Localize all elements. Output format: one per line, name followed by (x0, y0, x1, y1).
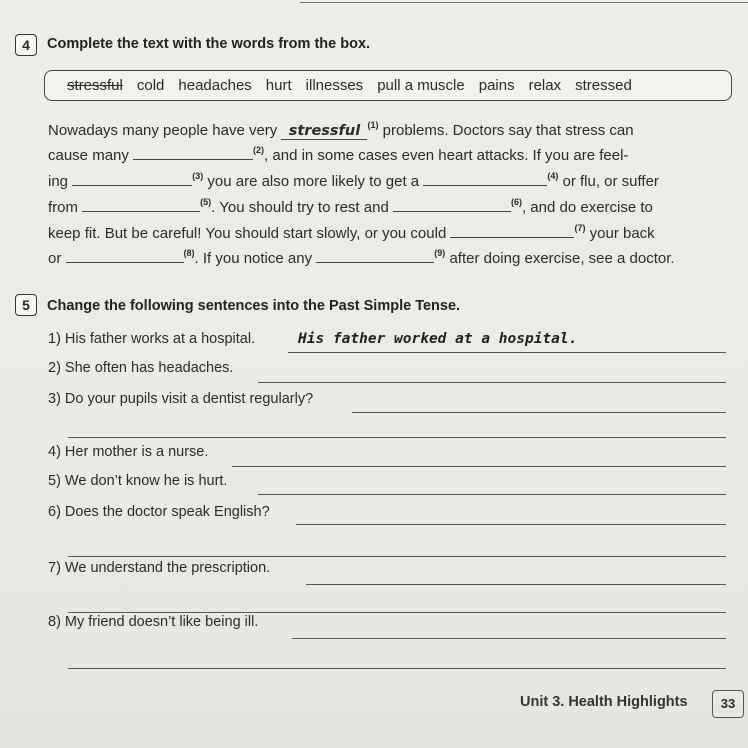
gap-marker: (1) (367, 120, 379, 130)
box-word: hurt (265, 77, 292, 94)
gap-8[interactable] (66, 249, 184, 263)
task-4-title: Complete the text with the words from the box. (47, 36, 371, 52)
text-fragment: your back (589, 225, 655, 242)
answer-line-1[interactable] (288, 352, 726, 353)
text-fragment: . If you notice any (194, 250, 313, 267)
sentence-2: 2) She often has headaches. (48, 360, 234, 376)
text-line-4 (48, 197, 653, 216)
text-fragment: or flu, or suffer (562, 173, 659, 190)
gap-marker: (8) (183, 248, 195, 258)
task-4-number: 4 (15, 34, 37, 56)
task-5-title: Change the following sentences into the Past Simple Tense. (47, 298, 461, 314)
text-fragment: from (48, 199, 78, 216)
text-line-2 (48, 145, 628, 164)
task-5-number: 5 (15, 294, 37, 316)
answer-line-5[interactable] (258, 494, 726, 495)
box-word: headaches (178, 77, 252, 94)
text-fragment: ing (48, 173, 69, 190)
text-fragment: after doing exercise, see a doctor. (449, 250, 675, 267)
answer-line-4[interactable] (232, 466, 726, 467)
gap-1-answer[interactable]: stressful (281, 123, 367, 140)
gap-marker: (9) (434, 248, 446, 258)
box-word: pains (478, 77, 515, 94)
top-rule (300, 0, 748, 3)
box-word: pull a muscle (377, 77, 465, 94)
box-word: illnesses (305, 77, 364, 94)
gap-9[interactable] (316, 249, 434, 263)
text-fragment: problems. Doctors say that stress can (382, 122, 634, 139)
text-fragment: you are also more likely to get a (207, 173, 420, 190)
gap-marker: (6) (510, 197, 522, 207)
gap-marker: (2) (253, 145, 265, 155)
gap-marker: (4) (547, 171, 559, 181)
answer-line-3b[interactable] (68, 437, 726, 438)
box-word: stressed (575, 77, 632, 94)
answer-line-8b[interactable] (68, 668, 726, 669)
sentence-6: 6) Does the doctor speak English? (48, 504, 270, 520)
text-fragment: cause many (48, 147, 129, 164)
text-line-5 (48, 223, 655, 242)
gap-marker: (7) (574, 223, 586, 233)
sentence-8: 8) My friend doesn’t like being ill. (48, 614, 259, 630)
gap-6[interactable] (393, 198, 511, 212)
text-line-3 (48, 171, 659, 190)
text-fragment: , and in some cases even heart attacks. If you are feel- (264, 147, 629, 164)
answer-line-6[interactable] (296, 524, 726, 525)
gap-2[interactable] (133, 146, 253, 160)
answer-line-2[interactable] (258, 382, 726, 383)
gap-5[interactable] (82, 198, 200, 212)
text-fragment: Nowadays many people have very (48, 122, 278, 139)
sentence-3: 3) Do your pupils visit a dentist regularly? (48, 391, 314, 407)
text-fragment: . You should try to rest and (211, 199, 389, 216)
answer-line-6b[interactable] (68, 556, 726, 557)
word-box (44, 70, 732, 101)
answer-line-7b[interactable] (68, 612, 726, 613)
sentence-7: 7) We understand the prescription. (48, 560, 271, 576)
text-fragment: , and do exercise to (521, 199, 653, 216)
unit-footer: Unit 3. Health Highlights (520, 694, 688, 710)
gap-3[interactable] (72, 172, 192, 186)
box-word: stressful (67, 77, 123, 94)
text-fragment: keep fit. But be careful! You should start slowly, or you could (48, 225, 447, 242)
gap-marker: (5) (200, 197, 212, 207)
text-line-1 (48, 120, 634, 140)
box-word: relax (528, 77, 562, 94)
gap-4[interactable] (423, 172, 547, 186)
sentence-5: 5) We don’t know he is hurt. (48, 473, 228, 489)
text-line-6 (48, 248, 675, 267)
sentence-1: 1) His father works at a hospital. (48, 331, 256, 347)
answer-line-8[interactable] (292, 638, 726, 639)
answer-1[interactable]: His father worked at a hospital. (298, 331, 578, 347)
gap-7[interactable] (450, 224, 574, 238)
answer-line-3[interactable] (352, 412, 726, 413)
sentence-4: 4) Her mother is a nurse. (48, 444, 209, 460)
page-number: 33 (712, 690, 744, 718)
text-fragment: or (48, 250, 62, 267)
gap-marker: (3) (192, 171, 204, 181)
box-word: cold (136, 77, 165, 94)
answer-line-7[interactable] (306, 584, 726, 585)
